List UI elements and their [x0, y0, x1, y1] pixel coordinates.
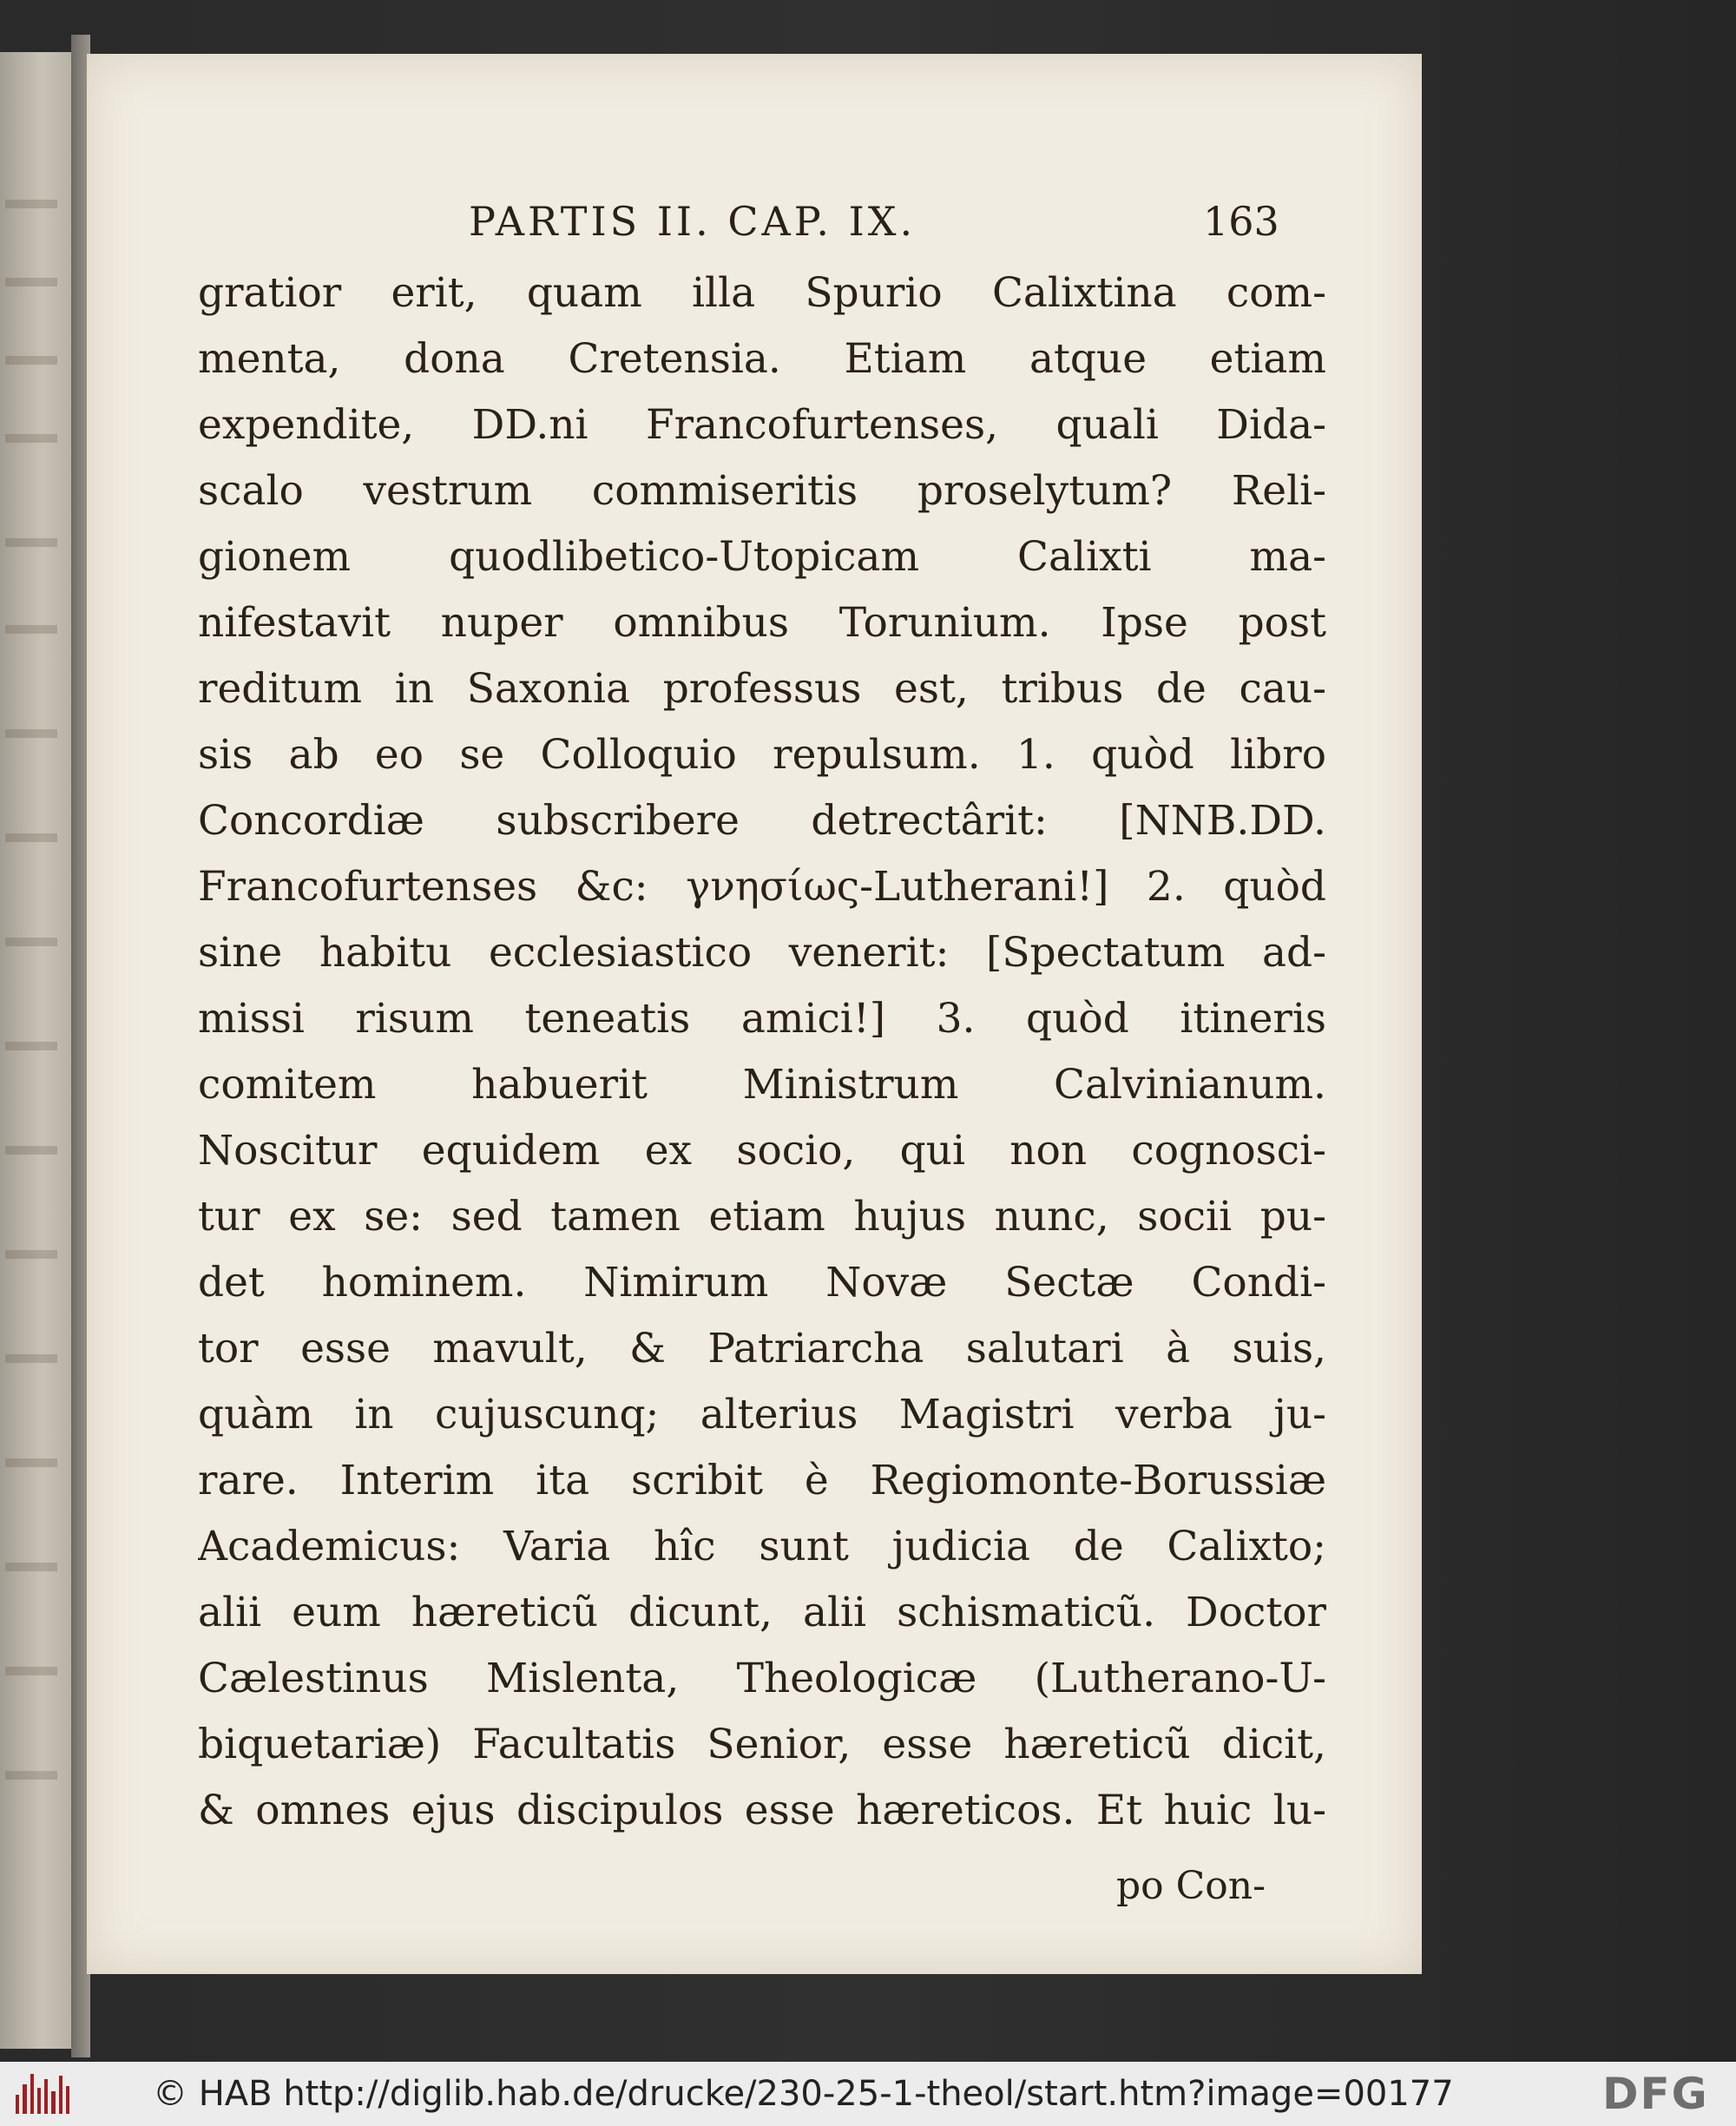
text-line: quàm in cujuscunq; alterius Magistri verba ju- — [198, 1391, 1326, 1438]
body-text — [198, 260, 1326, 1844]
text-line: Concordiæ subscribere detrectârit: [NNB.DD. — [198, 797, 1326, 845]
text-line: gratior erit, quam illa Spurio Calixtina com- — [198, 269, 1326, 317]
text-line: Noscitur equidem ex socio, qui non cognosci- — [198, 1127, 1326, 1175]
running-head: PARTIS II. CAP. IX. — [469, 198, 917, 245]
facing-page-edge — [0, 52, 71, 2049]
text-line: sine habitu ecclesiastico venerit: [Spectatum ad- — [198, 929, 1326, 977]
page-number: 163 — [1203, 198, 1279, 245]
text-line: expendite, DD.ni Francofurtenses, quali Dida- — [198, 401, 1326, 449]
dfg-logo: DFG — [1602, 2069, 1709, 2119]
text-line: Francofurtenses &c: γνησίως-Lutherani!] 2. quòd — [198, 863, 1326, 911]
text-line: missi risum teneatis amici!] 3. quòd itineris — [198, 995, 1326, 1043]
text-line: reditum in Saxonia professus est, tribus de cau- — [198, 665, 1326, 713]
text-line: sis ab eo se Colloquio repulsum. 1. quòd libro — [198, 731, 1326, 779]
text-line: nifestavit nuper omnibus Torunium. Ipse post — [198, 599, 1326, 647]
text-line: gionem quodlibetico-Utopicam Calixti ma- — [198, 533, 1326, 581]
text-line: Academicus: Varia hîc sunt judicia de Calixto; — [198, 1523, 1326, 1570]
page-header — [87, 198, 1422, 250]
text-line: tor esse mavult, & Patriarcha salutari à suis, — [198, 1325, 1326, 1372]
catchword: po Con- — [1116, 1864, 1266, 1908]
text-line: menta, dona Cretensia. Etiam atque etiam — [198, 335, 1326, 383]
text-line: det hominem. Nimirum Novæ Sectæ Condi- — [198, 1259, 1326, 1307]
text-line: tur ex se: sed tamen etiam hujus nunc, socii pu- — [198, 1193, 1326, 1241]
text-line: biquetariæ) Facultatis Senior, esse hæreticũ dicit, — [198, 1721, 1326, 1768]
text-line: alii eum hæreticũ dicunt, alii schismaticũ. Doctor — [198, 1589, 1326, 1636]
library-logo-icon — [16, 2074, 69, 2114]
text-line: Cælestinus Mislenta, Theologicæ (Lutherano-U- — [198, 1655, 1326, 1702]
text-line: scalo vestrum commiseritis proselytum? Reli- — [198, 467, 1326, 515]
viewer-footer — [0, 2062, 1736, 2126]
text-line: & omnes ejus discipulos esse hæreticos. Et huic lu- — [198, 1787, 1326, 1834]
footer-credit-link[interactable]: © HAB http://diglib.hab.de/drucke/230-25-1-theol/start.htm?image=00177 — [153, 2074, 1454, 2114]
text-line: comitem habuerit Ministrum Calvinianum. — [198, 1061, 1326, 1109]
book-page — [87, 54, 1422, 1974]
text-line: rare. Interim ita scribit è Regiomonte-Borussiæ — [198, 1457, 1326, 1504]
